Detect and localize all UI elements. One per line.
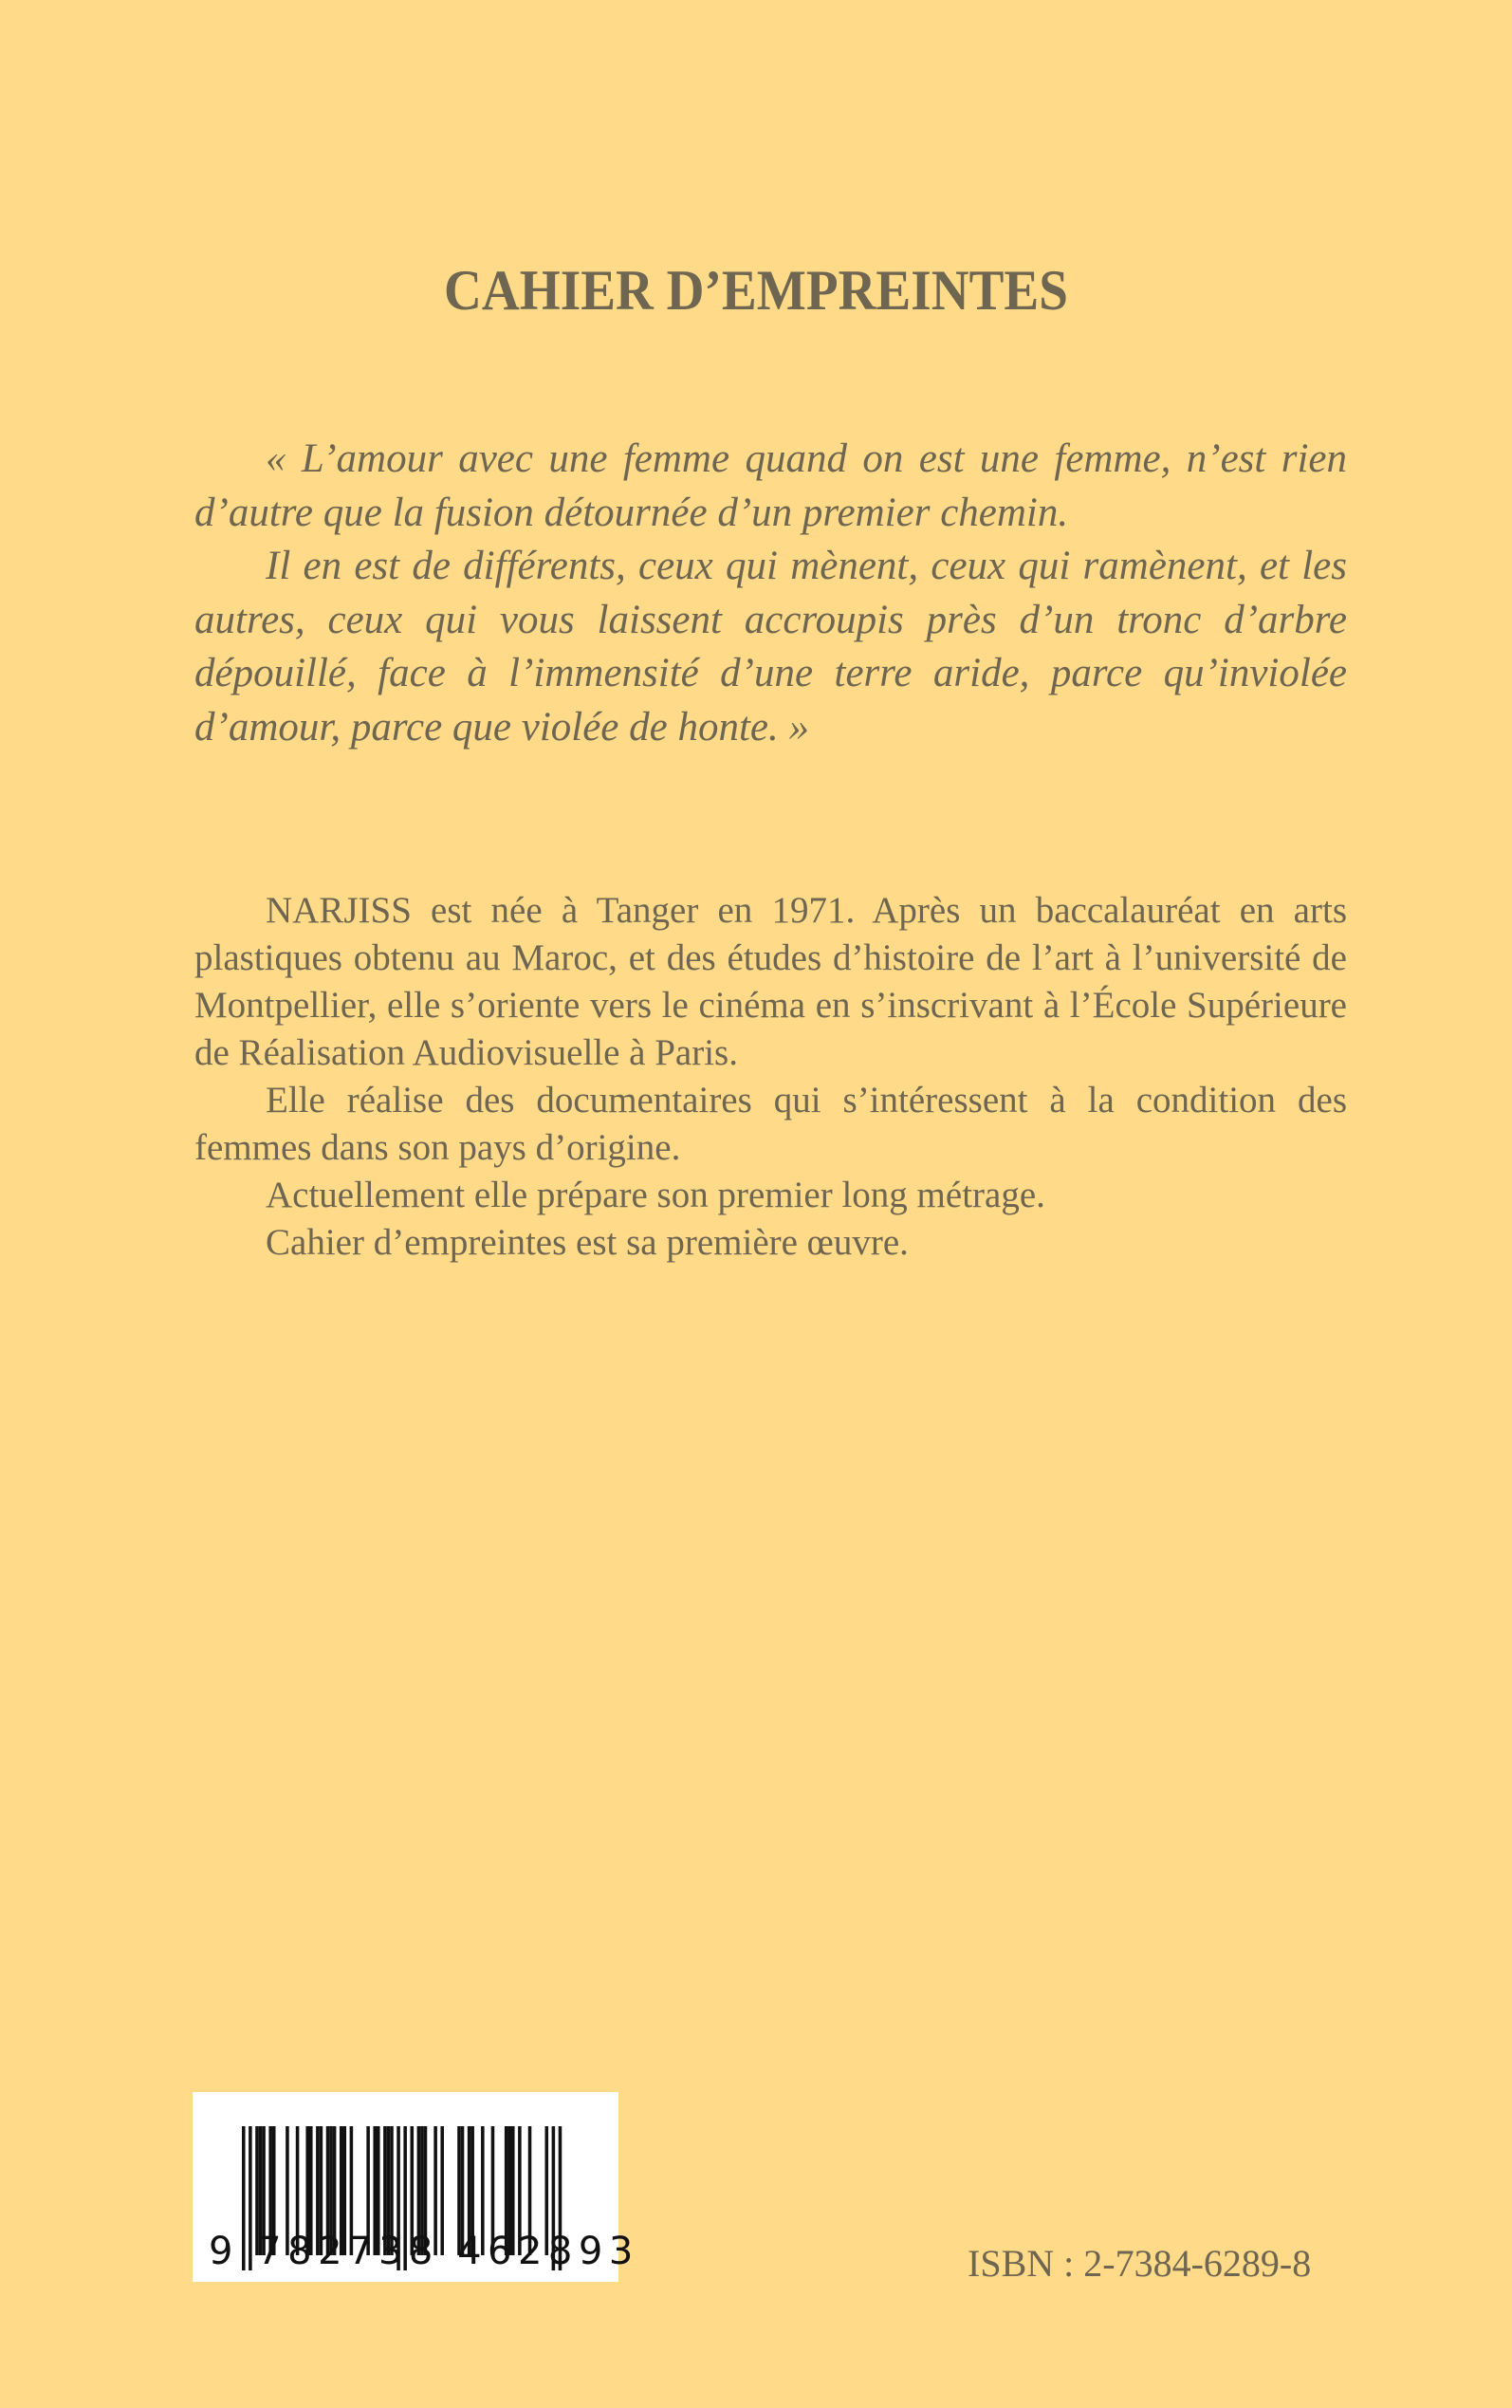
- bio-paragraph: Actuellement elle prépare son premier long métrage.: [266, 1175, 1045, 1215]
- barcode: [193, 2092, 639, 2282]
- book-title: CAHIER D’EMPREINTES: [444, 259, 1068, 322]
- isbn-label: ISBN : 2-7384-6289-8: [968, 2242, 1312, 2285]
- quote-paragraph: Il en est de différents, ceux qui mènent, ceux qui ramènent, et les autres, ceux qui vous laissent accroupis près d’un tronc d’arbre dépouillé, face à l’immensité d’une terre aride, parce qu’inviolée d’amour, parce que violée de honte. »: [194, 544, 1347, 750]
- bio-paragraph: Elle réalise des documentaires qui s’intéressent à la condition des femmes dans son pays d’origine.: [194, 1080, 1347, 1168]
- back-cover-quote: [194, 433, 1347, 754]
- barcode-digits: 9 782738 462893: [209, 2230, 639, 2273]
- quote-paragraph: « L’amour avec une femme quand on est une femme, n’est rien d’autre que la fusion détournée d’un premier chemin.: [194, 436, 1347, 535]
- bio-paragraph: NARJISS est née à Tanger en 1971. Après un baccalauréat en arts plastiques obtenu au Maroc, et des études d’histoire de l’art à l’université de Montpellier, elle s’oriente vers le cinéma en s’inscrivant à l’École Supérieure de Réalisation Audiovisuelle à Paris.: [194, 890, 1347, 1073]
- author-biography: [194, 887, 1347, 1267]
- bio-paragraph: Cahier d’empreintes est sa première œuvre.: [266, 1222, 909, 1263]
